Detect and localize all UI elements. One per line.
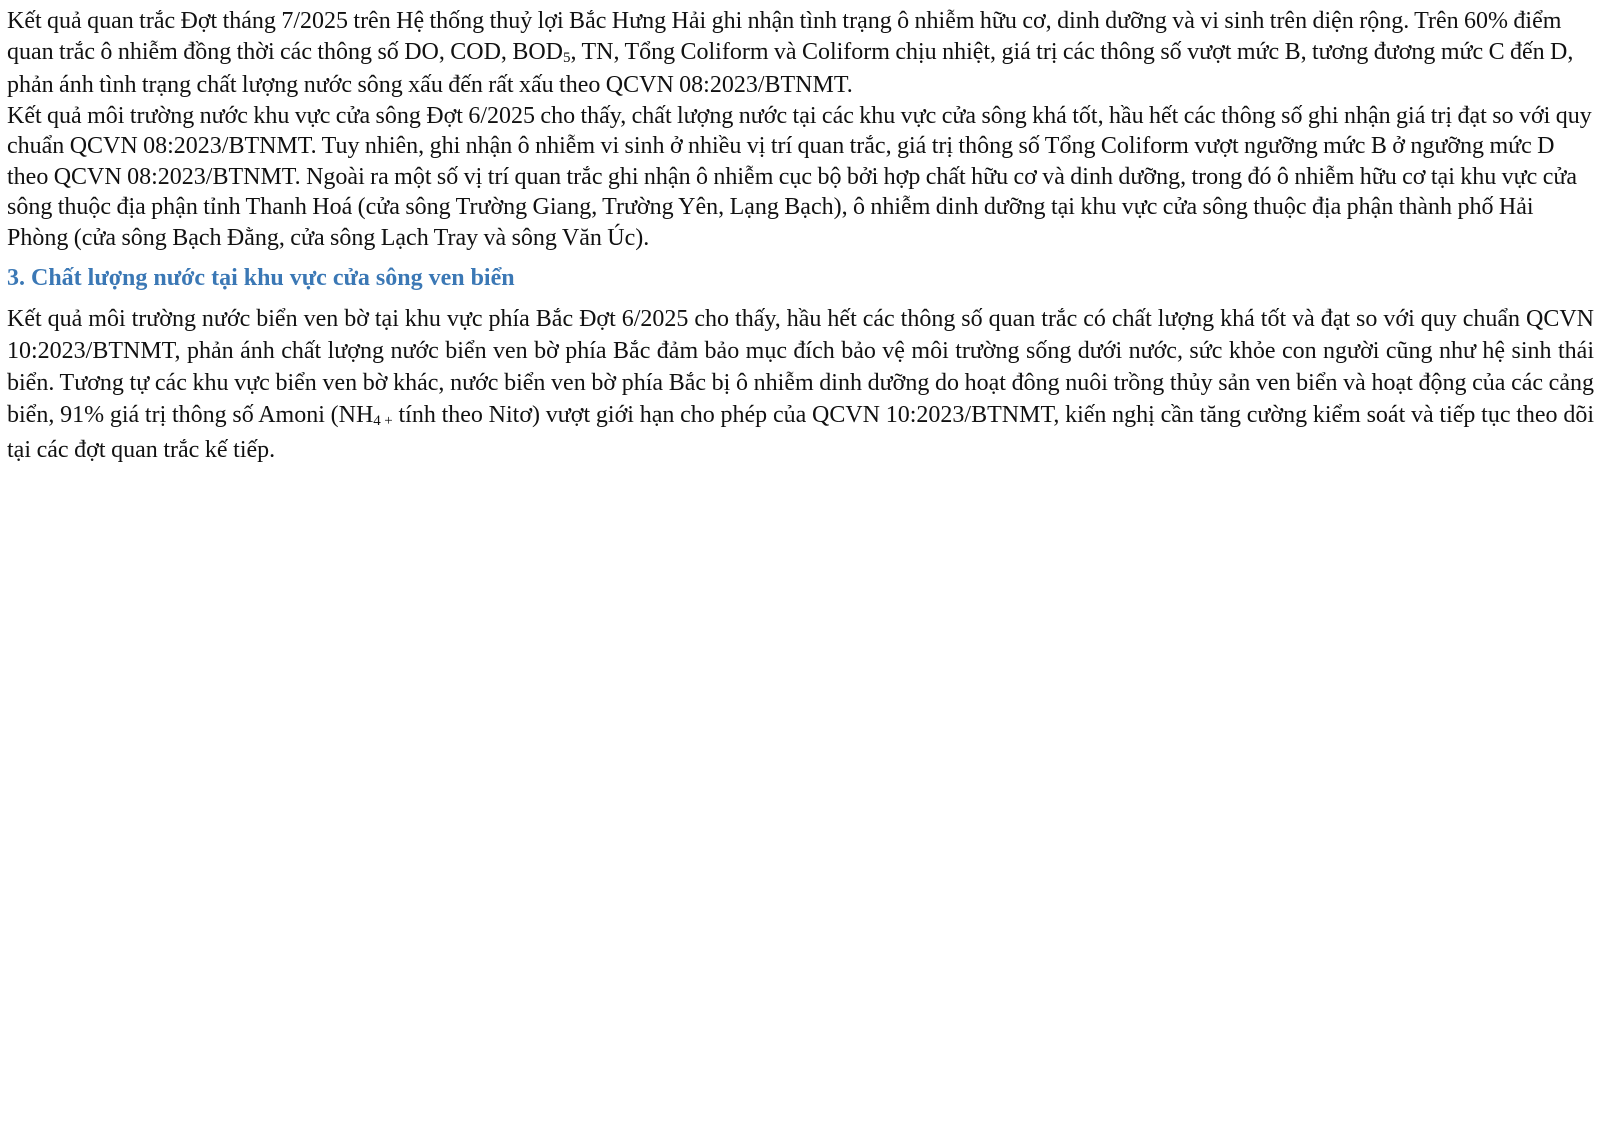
- subscript: 4 +: [373, 413, 393, 429]
- paragraph-bac-hung-hai: [7, 6, 1594, 101]
- subscript: 5: [563, 49, 571, 66]
- paragraph-text: Kết quả môi trường nước biển ven bờ tại khu vực phía Bắc Đợt 6/2025 cho thấy, hầu hết các thông số quan trắc có chất lượng khá tốt và đạt so với quy chuẩn QCVN 10:2023/BTNMT, phản ánh chất lượng nước biển ven bờ phía Bắc đảm bảo mục đích bảo vệ môi trường sống dưới nước, sức khỏe con người cũng như hệ sinh thái biển. Tương tự các khu vực biển ven bờ khác, nước biển ven bờ phía Bắc bị ô nhiễm dinh dưỡng do hoạt đông nuôi trồng thủy sản ven biển và hoạt động của các cảng biển, 91% giá trị thông số Amoni (NH: [7, 306, 1594, 428]
- paragraph-text: Kết quả quan trắc Đợt tháng 7/2025 trên Hệ thống thuỷ lợi Bắc Hưng Hải ghi nhận tình trạng ô nhiễm hữu cơ, dinh dưỡng và vi sinh trên diện rộng. Trên 60% điểm quan trắc ô nhiễm đồng thời các thông số DO, COD, BOD: [7, 8, 1562, 65]
- paragraph-estuary: Kết quả môi trường nước khu vực cửa sông Đợt 6/2025 cho thấy, chất lượng nước tại các khu vực cửa sông khá tốt, hầu hết các thông số ghi nhận giá trị đạt so với quy chuẩn QCVN 08:2023/BTNMT. Tuy nhiên, ghi nhận ô nhiễm vi sinh ở nhiều vị trí quan trắc, giá trị thông số Tổng Coliform vượt ngưỡng mức B ở ngưỡng mức D theo QCVN 08:2023/BTNMT. Ngoài ra một số vị trí quan trắc ghi nhận ô nhiễm cục bộ bởi hợp chất hữu cơ và dinh dưỡng, trong đó ô nhiễm hữu cơ tại khu vực cửa sông thuộc địa phận tỉnh Thanh Hoá (cửa sông Trường Giang, Trường Yên, Lạng Bạch), ô nhiễm dinh dưỡng tại khu vực cửa sông thuộc địa phận thành phố Hải Phòng (cửa sông Bạch Đằng, cửa sông Lạch Tray và sông Văn Úc).: [7, 102, 1592, 251]
- section-heading: 3. Chất lượng nước tại khu vực cửa sông ven biển: [7, 265, 515, 291]
- paragraph-text: tính theo Nitơ) vượt giới hạn cho phép của QCVN 10:2023/BTNMT, kiến nghị cần tăng cường kiểm soát và tiếp tục theo dõi tại các đợt quan trắc kế tiếp.: [7, 402, 1594, 463]
- paragraph-text: , TN, Tổng Coliform và Coliform chịu nhiệt, giá trị các thông số vượt mức B, tương đương mức C đến D, phản ánh tình trạng chất lượng nước sông xấu đến rất xấu theo QCVN 08:2023/BTNMT.: [7, 38, 1574, 98]
- paragraph-coastal: [7, 303, 1594, 466]
